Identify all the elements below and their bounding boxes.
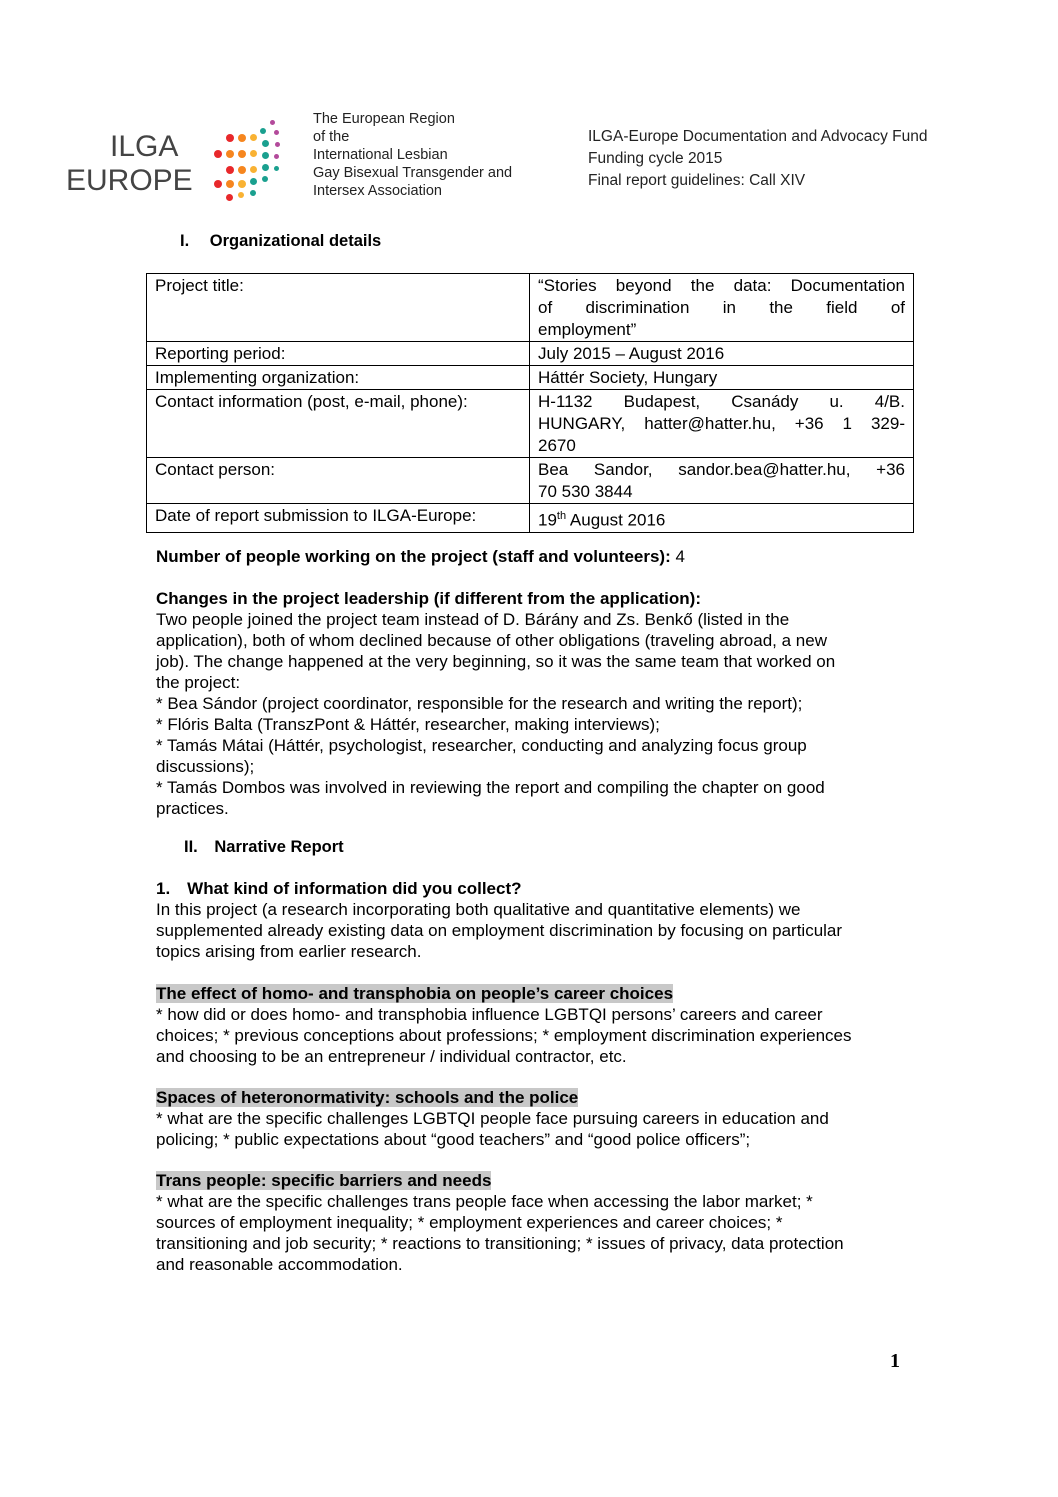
changes-line: the project: <box>156 673 241 692</box>
table-row <box>147 366 914 390</box>
org-line: Intersex Association <box>313 183 442 199</box>
value-line: 70 530 3844 <box>538 482 633 501</box>
row-label: Project title: <box>147 274 530 342</box>
fund-line: Funding cycle 2015 <box>588 150 723 167</box>
value-line: Bea Sandor, sandor.bea@hatter.hu, +36 <box>538 460 905 479</box>
fund-line: ILGA-Europe Documentation and Advocacy Fund <box>588 128 928 145</box>
logo-dot <box>274 166 279 171</box>
org-line: International Lesbian <box>313 147 448 163</box>
row-label: Contact person: <box>147 458 530 504</box>
section-title: Narrative Report <box>214 838 344 856</box>
row-value <box>530 366 914 390</box>
topic-block <box>156 983 916 1067</box>
logo-dot <box>275 142 280 147</box>
table-row <box>147 390 914 458</box>
changes-line: * Bea Sándor (project coordinator, responsible for the research and writing the report); <box>156 694 803 713</box>
topic-line: and choosing to be an entrepreneur / individual contractor, etc. <box>156 1047 627 1066</box>
logo-dot <box>270 120 275 125</box>
topic-block <box>156 1087 916 1150</box>
value-line: employment” <box>538 320 637 339</box>
org-line: Gay Bisexual Transgender and <box>313 165 513 181</box>
logo-dot <box>250 134 257 141</box>
changes-line: * Tamás Dombos was involved in reviewing the report and compiling the chapter on good <box>156 778 825 797</box>
value-line: HUNGARY, hatter@hatter.hu, +36 1 329- <box>538 414 905 433</box>
fund-info <box>588 126 927 192</box>
value-line: July 2015 – August 2016 <box>538 344 725 363</box>
section-number: I. <box>180 232 190 250</box>
row-label: Date of report submission to ILGA-Europe: <box>147 504 530 533</box>
row-label: Reporting period: <box>147 342 530 366</box>
logo-dot <box>274 130 279 135</box>
row-value <box>530 458 914 504</box>
logo-dot <box>262 152 269 159</box>
section-heading-narrative <box>184 838 344 857</box>
logo-dot <box>214 150 222 158</box>
topic-line: transitioning and job security; * reactions to transitioning; * issues of privacy, data protection <box>156 1234 844 1253</box>
value-line: “Stories beyond the data: Documentation <box>538 276 905 295</box>
logo-dot <box>238 192 244 198</box>
section-number: II. <box>184 838 198 856</box>
topic-line: and reasonable accommodation. <box>156 1255 403 1274</box>
org-description <box>313 110 512 200</box>
logo-dot <box>260 128 266 134</box>
logo-dots-graphic <box>212 124 292 200</box>
logo-dot <box>250 150 257 157</box>
logo-dot <box>238 150 246 158</box>
table-row <box>147 504 914 533</box>
fund-line: Final report guidelines: Call XIV <box>588 172 806 189</box>
topic-line: * what are the specific challenges LGBTQI people face pursuing careers in education and <box>156 1109 829 1128</box>
value-line: H-1132 Budapest, Csanády u. 4/B. <box>538 392 905 411</box>
question-1-line: In this project (a research incorporating both qualitative and quantitative elements) we <box>156 900 801 919</box>
people-count-value: 4 <box>670 547 685 566</box>
question-1-heading: 1. What kind of information did you collect? <box>156 879 522 898</box>
row-value <box>530 504 914 533</box>
topic-title-highlighted: The effect of homo- and transphobia on people’s career choices <box>156 984 674 1003</box>
people-count <box>156 546 685 567</box>
logo-europe-text: EUROPE <box>66 164 193 197</box>
logo-dot <box>250 166 257 173</box>
logo-dot <box>238 180 246 188</box>
logo-dot <box>226 134 234 142</box>
changes-line: application), both of whom declined because of other obligations (traveling abroad, a new <box>156 631 827 650</box>
logo-dot <box>214 180 222 188</box>
changes-line: * Tamás Mátai (Háttér, psychologist, researcher, conducting and analyzing focus group <box>156 736 807 755</box>
topic-title-highlighted: Spaces of heteronormativity: schools and the police <box>156 1088 579 1107</box>
question-1-line: supplemented already existing data on employment discrimination by focusing on particular <box>156 921 843 940</box>
date-rest: August 2016 <box>566 510 666 530</box>
topic-block <box>156 1170 916 1275</box>
section-heading-organizational <box>180 232 381 251</box>
topic-title-highlighted: Trans people: specific barriers and needs <box>156 1171 492 1190</box>
org-line: of the <box>313 129 350 145</box>
logo-dot <box>262 140 269 147</box>
changes-line: discussions); <box>156 757 255 776</box>
ilga-europe-logo <box>66 124 286 200</box>
value-line: 2670 <box>538 436 576 455</box>
topic-line: choices; * previous conceptions about professions; * employment discrimination experiences <box>156 1026 852 1045</box>
page-number: 1 <box>890 1350 900 1372</box>
row-value <box>530 342 914 366</box>
logo-dot <box>250 190 256 196</box>
question-1-block <box>156 878 916 962</box>
row-value <box>530 274 914 342</box>
changes-block <box>156 588 916 819</box>
topic-line: * how did or does homo- and transphobia influence LGBTQI persons’ careers and career <box>156 1005 823 1024</box>
question-1-line: topics arising from earlier research. <box>156 942 422 961</box>
table-row <box>147 342 914 366</box>
logo-dot <box>274 154 279 159</box>
logo-dot <box>226 194 233 201</box>
topic-line: sources of employment inequality; * employment experiences and career choices; * <box>156 1213 783 1232</box>
logo-dot <box>262 176 268 182</box>
logo-dot <box>226 180 234 188</box>
row-label: Implementing organization: <box>147 366 530 390</box>
logo-dot <box>238 134 246 142</box>
logo-dot <box>250 178 257 185</box>
logo-dot <box>238 166 246 174</box>
people-count-label: Number of people working on the project (staff and volunteers): <box>156 547 671 566</box>
changes-line: * Flóris Balta (TranszPont & Háttér, researcher, making interviews); <box>156 715 660 734</box>
changes-line: job). The change happened at the very beginning, so it was the same team that worked on <box>156 652 836 671</box>
logo-dot <box>226 166 234 174</box>
table-row <box>147 458 914 504</box>
value-line: Háttér Society, Hungary <box>538 368 718 387</box>
row-label: Contact information (post, e-mail, phone): <box>147 390 530 458</box>
org-line: The European Region <box>313 111 455 127</box>
logo-dot <box>226 150 234 158</box>
date-ordinal-suffix: th <box>556 510 567 522</box>
row-value <box>530 390 914 458</box>
topic-line: * what are the specific challenges trans people face when accessing the labor market; * <box>156 1192 813 1211</box>
date-day: 19 <box>538 510 557 530</box>
topic-line: policing; * public expectations about “good teachers” and “good police officers”; <box>156 1130 751 1149</box>
changes-line: Two people joined the project team instead of D. Bárány and Zs. Benkő (listed in the <box>156 610 790 629</box>
logo-dot <box>262 164 269 171</box>
table-row <box>147 274 914 342</box>
changes-heading: Changes in the project leadership (if different from the application): <box>156 589 701 608</box>
changes-line: practices. <box>156 799 229 818</box>
logo-ilga-text: ILGA <box>110 130 179 163</box>
section-title: Organizational details <box>209 232 382 250</box>
value-line: of discrimination in the field of <box>538 298 905 317</box>
organizational-details-table <box>146 273 914 533</box>
